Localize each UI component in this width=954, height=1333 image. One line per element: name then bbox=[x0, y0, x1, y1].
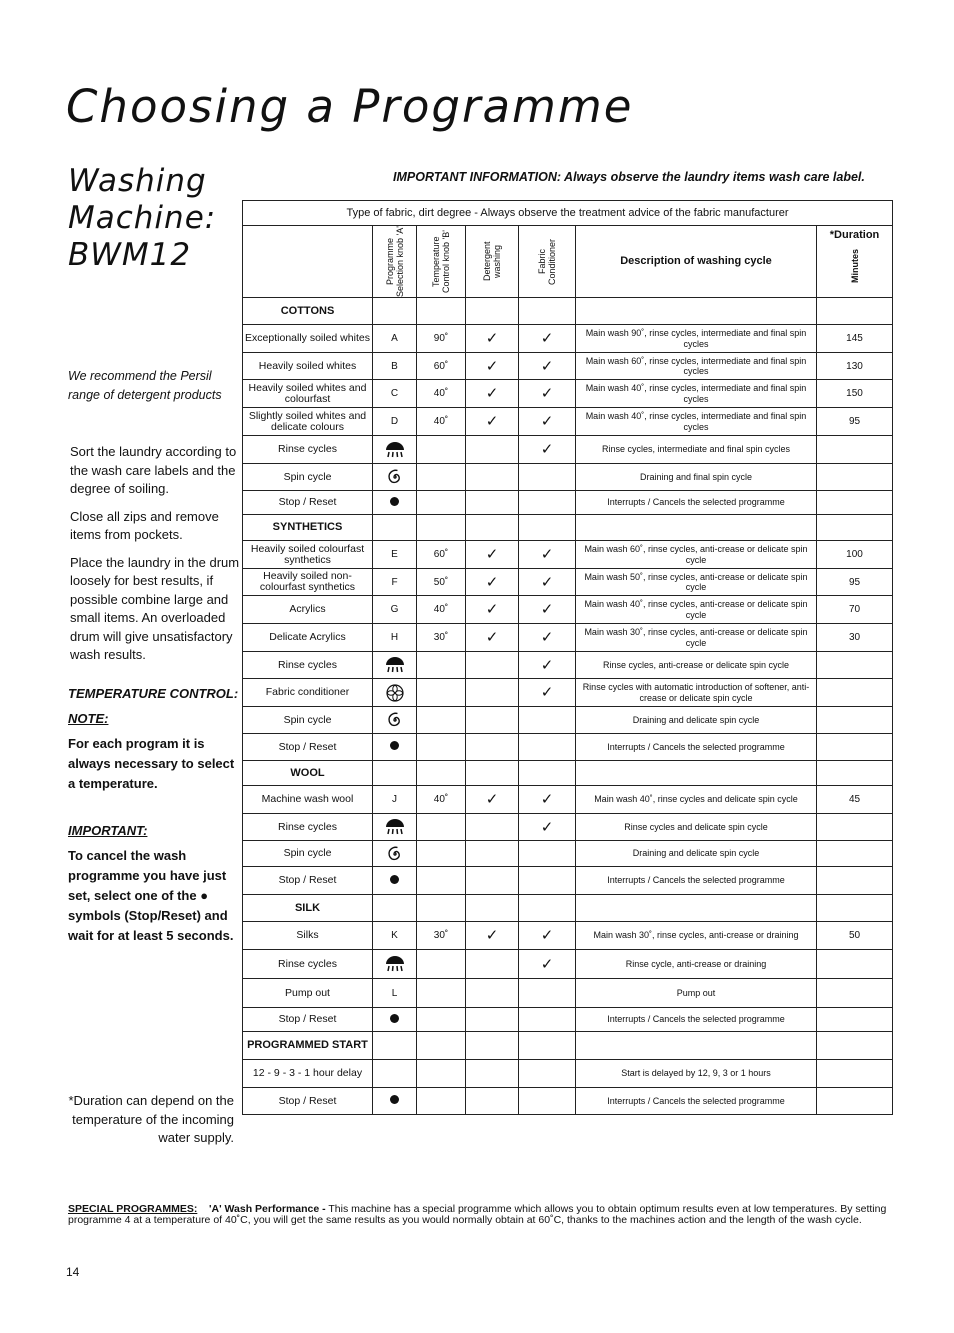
description-header: Description of washing cycle bbox=[576, 226, 817, 298]
conditioner-tick: ✓ bbox=[519, 596, 576, 624]
detergent-tick: ✓ bbox=[466, 353, 519, 380]
table-row bbox=[243, 1008, 893, 1032]
conditioner-tick: ✓ bbox=[519, 814, 576, 841]
note-heading: NOTE: bbox=[68, 711, 109, 726]
section-label: SILK bbox=[243, 895, 373, 922]
cycle-description: Main wash 30˚, rinse cycles, anti-crease or delicate spin cycle bbox=[576, 624, 817, 652]
cycle-description: Main wash 40˚, rinse cycles, anti-crease or delicate spin cycle bbox=[576, 596, 817, 624]
table-row bbox=[243, 841, 893, 867]
rinse-icon bbox=[373, 950, 417, 979]
programme-code: F bbox=[373, 569, 417, 596]
special-programmes bbox=[68, 1204, 898, 1226]
fabric-type: Stop / Reset bbox=[243, 1008, 373, 1032]
conditioner-tick: ✓ bbox=[519, 380, 576, 408]
programme-code: G bbox=[373, 596, 417, 624]
temperature-value: 40˚ bbox=[417, 380, 466, 408]
temperature-value: 40˚ bbox=[417, 786, 466, 814]
fabric-type: Rinse cycles bbox=[243, 436, 373, 464]
table-row bbox=[243, 814, 893, 841]
fabric-type: Heavily soiled whites bbox=[243, 353, 373, 380]
subtitle-line: BWM12 bbox=[68, 237, 192, 273]
fabric-type: Rinse cycles bbox=[243, 950, 373, 979]
flower-icon bbox=[373, 679, 417, 707]
fabric-type: Rinse cycles bbox=[243, 814, 373, 841]
rinse-icon bbox=[373, 814, 417, 841]
instruction-paragraph: Place the laundry in the drum loosely for best results, if possible combine large and small items. An overloaded drum will give unsatisfactory wash results. bbox=[70, 554, 240, 662]
detergent-tick: ✓ bbox=[466, 596, 519, 624]
table-row bbox=[243, 734, 893, 761]
cycle-description: Interrupts / Cancels the selected programme bbox=[576, 1088, 817, 1115]
fabric-type: Stop / Reset bbox=[243, 1088, 373, 1115]
persil-recommendation: We recommend the Persil range of detergent products bbox=[68, 369, 222, 402]
section-row bbox=[243, 1032, 893, 1060]
table-top-header: Type of fabric, dirt degree - Always observe the treatment advice of the fabric manufacturer bbox=[243, 201, 893, 226]
table-row bbox=[243, 464, 893, 491]
detergent-tick: ✓ bbox=[466, 569, 519, 596]
programme-code: A bbox=[373, 325, 417, 353]
programme-header: Programme Selection knob 'A' bbox=[373, 226, 417, 298]
conditioner-tick: ✓ bbox=[519, 353, 576, 380]
cycle-description: Draining and final spin cycle bbox=[576, 464, 817, 491]
fabric-type: Spin cycle bbox=[243, 841, 373, 867]
fabric-type: Heavily soiled colourfast synthetics bbox=[243, 541, 373, 569]
cycle-description: Rinse cycles with automatic introduction of softener, anti-crease or delicate spin cycle bbox=[576, 679, 817, 707]
duration-note: *Duration can depend on the temperature of the incoming water supply. bbox=[68, 1093, 234, 1145]
programme-code: E bbox=[373, 541, 417, 569]
programme-code: C bbox=[373, 380, 417, 408]
section-row bbox=[243, 895, 893, 922]
table-row bbox=[243, 867, 893, 895]
conditioner-tick: ✓ bbox=[519, 624, 576, 652]
table-row bbox=[243, 408, 893, 436]
fabric-type: Delicate Acrylics bbox=[243, 624, 373, 652]
cycle-description: Rinse cycle, anti-crease or draining bbox=[576, 950, 817, 979]
sorting-instructions bbox=[70, 443, 242, 674]
programme-code: L bbox=[373, 979, 417, 1008]
table-row bbox=[243, 652, 893, 679]
detergent-tick: ✓ bbox=[466, 541, 519, 569]
fabric-type: Slightly soiled whites and delicate colours bbox=[243, 408, 373, 436]
stop-icon bbox=[373, 734, 417, 761]
minutes-label: Minutes bbox=[849, 249, 860, 284]
special-label: SPECIAL PROGRAMMES: bbox=[68, 1203, 198, 1215]
fabric-type: Silks bbox=[243, 922, 373, 950]
table-row bbox=[243, 436, 893, 464]
fabric-type: Rinse cycles bbox=[243, 652, 373, 679]
stop-icon bbox=[373, 1088, 417, 1115]
spin-icon bbox=[373, 464, 417, 491]
subtitle-line: Machine: bbox=[68, 200, 217, 236]
duration-value: 95 bbox=[817, 408, 893, 436]
instruction-paragraph: Close all zips and remove items from pockets. bbox=[70, 508, 219, 542]
cycle-description: Interrupts / Cancels the selected programme bbox=[576, 491, 817, 515]
temperature-value: 60˚ bbox=[417, 541, 466, 569]
important-information: IMPORTANT INFORMATION: Always observe the laundry items wash care label. bbox=[393, 170, 865, 184]
programme-code: H bbox=[373, 624, 417, 652]
temperature-value: 60˚ bbox=[417, 353, 466, 380]
section-row bbox=[243, 298, 893, 325]
fabric-type: Pump out bbox=[243, 979, 373, 1008]
duration-value: 145 bbox=[817, 325, 893, 353]
duration-value: 30 bbox=[817, 624, 893, 652]
table-row bbox=[243, 950, 893, 979]
programme-code: J bbox=[373, 786, 417, 814]
detergent-tick: ✓ bbox=[466, 786, 519, 814]
conditioner-tick: ✓ bbox=[519, 922, 576, 950]
conditioner-tick: ✓ bbox=[519, 569, 576, 596]
fabric-type: Stop / Reset bbox=[243, 734, 373, 761]
table-row bbox=[243, 922, 893, 950]
important-heading: IMPORTANT: bbox=[68, 823, 148, 838]
detergent-tick: ✓ bbox=[466, 325, 519, 353]
table-row bbox=[243, 786, 893, 814]
temperature-value: 40˚ bbox=[417, 408, 466, 436]
cycle-description: Start is delayed by 12, 9, 3 or 1 hours bbox=[576, 1060, 817, 1088]
duration-value: 100 bbox=[817, 541, 893, 569]
duration-value: 150 bbox=[817, 380, 893, 408]
note-text: For each program it is always necessary to select a temperature. bbox=[68, 736, 235, 791]
detergent-tick: ✓ bbox=[466, 624, 519, 652]
cycle-description: Rinse cycles and delicate spin cycle bbox=[576, 814, 817, 841]
section-row bbox=[243, 515, 893, 541]
machine-subtitle bbox=[68, 163, 216, 274]
special-title: 'A' Wash Performance - bbox=[209, 1203, 326, 1215]
fabric-type: Heavily soiled whites and colourfast bbox=[243, 380, 373, 408]
rinse-icon bbox=[373, 652, 417, 679]
temperature-value: 30˚ bbox=[417, 624, 466, 652]
conditioner-header: Fabric Conditioner bbox=[519, 226, 576, 298]
cycle-description: Rinse cycles, intermediate and final spin cycles bbox=[576, 436, 817, 464]
temperature-value: 40˚ bbox=[417, 596, 466, 624]
table-row bbox=[243, 624, 893, 652]
cycle-description: Main wash 40˚, rinse cycles, intermediate and final spin cycles bbox=[576, 380, 817, 408]
stop-icon bbox=[373, 867, 417, 895]
temperature-control-heading: TEMPERATURE CONTROL: bbox=[68, 686, 239, 701]
conditioner-tick: ✓ bbox=[519, 679, 576, 707]
table-row bbox=[243, 1088, 893, 1115]
programme-code: K bbox=[373, 922, 417, 950]
conditioner-tick: ✓ bbox=[519, 652, 576, 679]
cycle-description: Interrupts / Cancels the selected programme bbox=[576, 734, 817, 761]
duration-value: 130 bbox=[817, 353, 893, 380]
table-row bbox=[243, 541, 893, 569]
rinse-icon bbox=[373, 436, 417, 464]
section-label: PROGRAMMED START bbox=[243, 1032, 373, 1060]
conditioner-tick: ✓ bbox=[519, 786, 576, 814]
duration-value: 70 bbox=[817, 596, 893, 624]
fabric-type: Stop / Reset bbox=[243, 491, 373, 515]
temperature-header: Temperature Control knob 'B' bbox=[417, 226, 466, 298]
detergent-tick: ✓ bbox=[466, 380, 519, 408]
table-row bbox=[243, 707, 893, 734]
table-row bbox=[243, 353, 893, 380]
section-row bbox=[243, 761, 893, 786]
stop-icon bbox=[373, 1008, 417, 1032]
instruction-paragraph: Sort the laundry according to the wash care labels and the degree of soiling. bbox=[70, 444, 237, 496]
detergent-header: Detergent washing bbox=[466, 226, 519, 298]
programme-rows bbox=[243, 298, 893, 1115]
fabric-type: Machine wash wool bbox=[243, 786, 373, 814]
duration-value: 95 bbox=[817, 569, 893, 596]
fabric-header bbox=[243, 226, 373, 298]
cycle-description: Main wash 60˚, rinse cycles, intermediate and final spin cycles bbox=[576, 353, 817, 380]
programme-code: B bbox=[373, 353, 417, 380]
cycle-description: Main wash 90˚, rinse cycles, intermediate and final spin cycles bbox=[576, 325, 817, 353]
table-row bbox=[243, 325, 893, 353]
cycle-description: Rinse cycles, anti-crease or delicate spin cycle bbox=[576, 652, 817, 679]
table-row bbox=[243, 979, 893, 1008]
cycle-description: Interrupts / Cancels the selected programme bbox=[576, 867, 817, 895]
cycle-description: Main wash 30˚, rinse cycles, anti-crease or draining bbox=[576, 922, 817, 950]
table-row bbox=[243, 380, 893, 408]
fabric-type: Exceptionally soiled whites bbox=[243, 325, 373, 353]
page-number: 14 bbox=[66, 1265, 80, 1279]
table-row bbox=[243, 596, 893, 624]
fabric-type: Spin cycle bbox=[243, 464, 373, 491]
stop-icon bbox=[373, 491, 417, 515]
fabric-type: Stop / Reset bbox=[243, 867, 373, 895]
page-title: Choosing a Programme bbox=[66, 80, 634, 133]
special-text: This machine has a special programme which allows you to obtain optimum results even at low temperatures. By setting programme 4 at a temperature of 40˚C, you will get the same results as you would normally obtain at 60˚C, thanks to the machines action and the length of the wash cycle. bbox=[68, 1203, 887, 1226]
section-label: SYNTHETICS bbox=[243, 515, 373, 541]
spin-icon bbox=[373, 707, 417, 734]
temperature-value: 30˚ bbox=[417, 922, 466, 950]
important-text: To cancel the wash programme you have just set, select one of the ● symbols (Stop/Reset) and wait for at least 5 seconds. bbox=[68, 848, 234, 943]
table-row bbox=[243, 491, 893, 515]
fabric-type: Heavily soiled non-colourfast synthetics bbox=[243, 569, 373, 596]
conditioner-tick: ✓ bbox=[519, 950, 576, 979]
programme-code: D bbox=[373, 408, 417, 436]
conditioner-tick: ✓ bbox=[519, 436, 576, 464]
table-row bbox=[243, 569, 893, 596]
conditioner-tick: ✓ bbox=[519, 325, 576, 353]
fabric-type: Fabric conditioner bbox=[243, 679, 373, 707]
table-row bbox=[243, 1060, 893, 1088]
cycle-description: Main wash 40˚, rinse cycles and delicate spin cycle bbox=[576, 786, 817, 814]
spin-icon bbox=[373, 841, 417, 867]
cycle-description: Draining and delicate spin cycle bbox=[576, 707, 817, 734]
temperature-value: 50˚ bbox=[417, 569, 466, 596]
conditioner-tick: ✓ bbox=[519, 408, 576, 436]
duration-label: *Duration bbox=[829, 229, 880, 241]
detergent-tick: ✓ bbox=[466, 922, 519, 950]
cycle-description: Main wash 60˚, rinse cycles, anti-crease or delicate spin cycle bbox=[576, 541, 817, 569]
duration-header bbox=[817, 226, 893, 298]
fabric-type: Spin cycle bbox=[243, 707, 373, 734]
cycle-description: Draining and delicate spin cycle bbox=[576, 841, 817, 867]
subtitle-line: Washing bbox=[68, 163, 207, 199]
section-label: WOOL bbox=[243, 761, 373, 786]
conditioner-tick: ✓ bbox=[519, 541, 576, 569]
temperature-value: 90˚ bbox=[417, 325, 466, 353]
programme-table bbox=[242, 200, 893, 1115]
cycle-description: Pump out bbox=[576, 979, 817, 1008]
detergent-tick: ✓ bbox=[466, 408, 519, 436]
table-row bbox=[243, 679, 893, 707]
fabric-type: 12 - 9 - 3 - 1 hour delay bbox=[243, 1060, 373, 1088]
fabric-type: Acrylics bbox=[243, 596, 373, 624]
cycle-description: Main wash 40˚, rinse cycles, intermediate and final spin cycles bbox=[576, 408, 817, 436]
cycle-description: Main wash 50˚, rinse cycles, anti-crease or delicate spin cycle bbox=[576, 569, 817, 596]
duration-value: 45 bbox=[817, 786, 893, 814]
duration-value: 50 bbox=[817, 922, 893, 950]
cycle-description: Interrupts / Cancels the selected programme bbox=[576, 1008, 817, 1032]
section-label: COTTONS bbox=[243, 298, 373, 325]
